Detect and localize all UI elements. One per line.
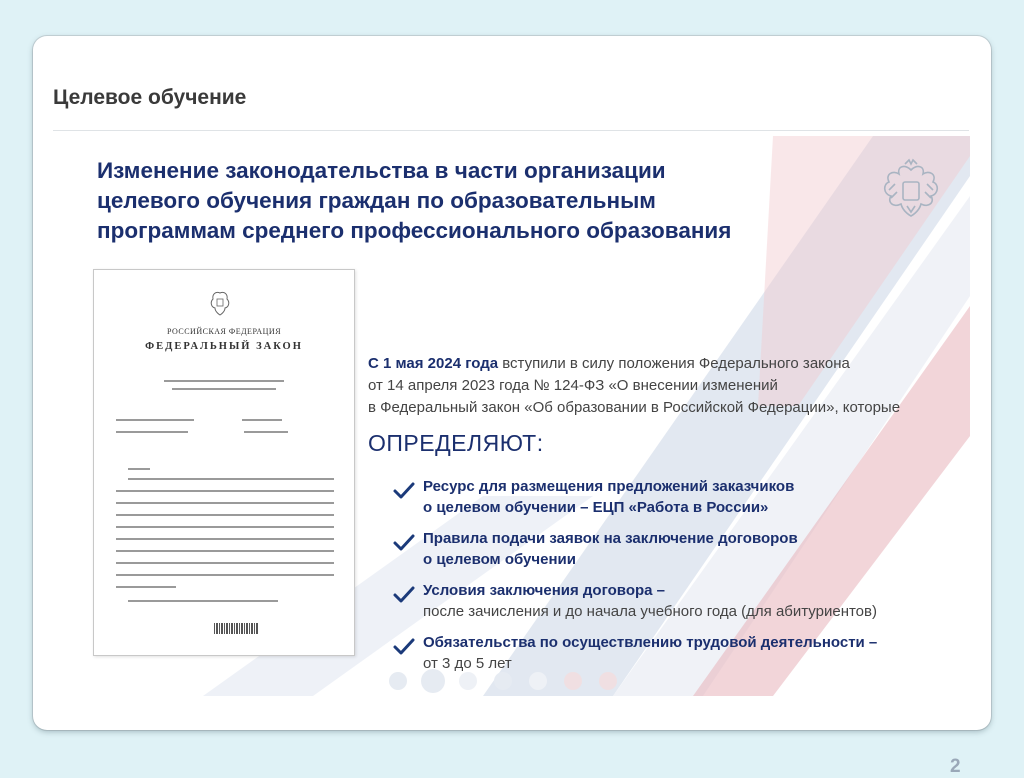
checkmark-icon: [393, 482, 415, 500]
slide: [53, 136, 970, 777]
intro-line: вступили в силу положения Федерального закона: [498, 355, 850, 372]
bullet-line: Условия заключения договора –: [423, 582, 665, 599]
slide-title-line: программам среднего профессионального образования: [97, 218, 732, 243]
intro-line: в Федеральный закон «Об образовании в Российской Федерации», которые: [368, 399, 901, 416]
bullet-line: Обязательства по осуществлению трудовой деятельности –: [423, 634, 878, 651]
header-divider: [53, 130, 969, 131]
checkmark-icon: [393, 534, 415, 552]
document-emblem-icon: [209, 290, 231, 316]
law-document-image: [93, 269, 355, 656]
document-country: РОССИЙСКАЯ ФЕДЕРАЦИЯ: [166, 327, 282, 336]
bullet-line: Правила подачи заявок на заключение договоров: [423, 530, 798, 547]
bullet-line: после зачисления и до начала учебного года (для абитуриентов): [423, 603, 877, 620]
document-type: ФЕДЕРАЛЬНЫЙ ЗАКОН: [145, 341, 303, 352]
slide-title-line: целевого обучения граждан по образовательным: [97, 188, 656, 213]
bullet-line: Ресурс для размещения предложений заказчиков: [423, 478, 795, 495]
bullet-line: о целевом обучении – ЕЦП «Работа в России»: [423, 499, 769, 516]
checkmark-icon: [393, 638, 415, 656]
slide-title: [97, 156, 797, 246]
slide-card: [33, 36, 991, 777]
intro-text: [368, 353, 938, 419]
document-barcode: [214, 623, 259, 634]
intro-date: С 1 мая 2024 года: [368, 355, 499, 372]
page-title: Целевое обучение: [53, 86, 247, 109]
slide-title-line: Изменение законодательства в части организации: [97, 158, 666, 183]
define-label: ОПРЕДЕЛЯЮТ:: [368, 430, 544, 456]
intro-line: от 14 апреля 2023 года № 124-ФЗ «О внесении изменений: [368, 377, 778, 394]
bullet-line: о целевом обучении: [423, 551, 576, 568]
checkmark-icon: [393, 586, 415, 604]
bullet-line: от 3 до 5 лет: [423, 655, 512, 672]
page-number: 2: [950, 756, 961, 777]
russian-coat-of-arms-icon: [875, 156, 947, 228]
